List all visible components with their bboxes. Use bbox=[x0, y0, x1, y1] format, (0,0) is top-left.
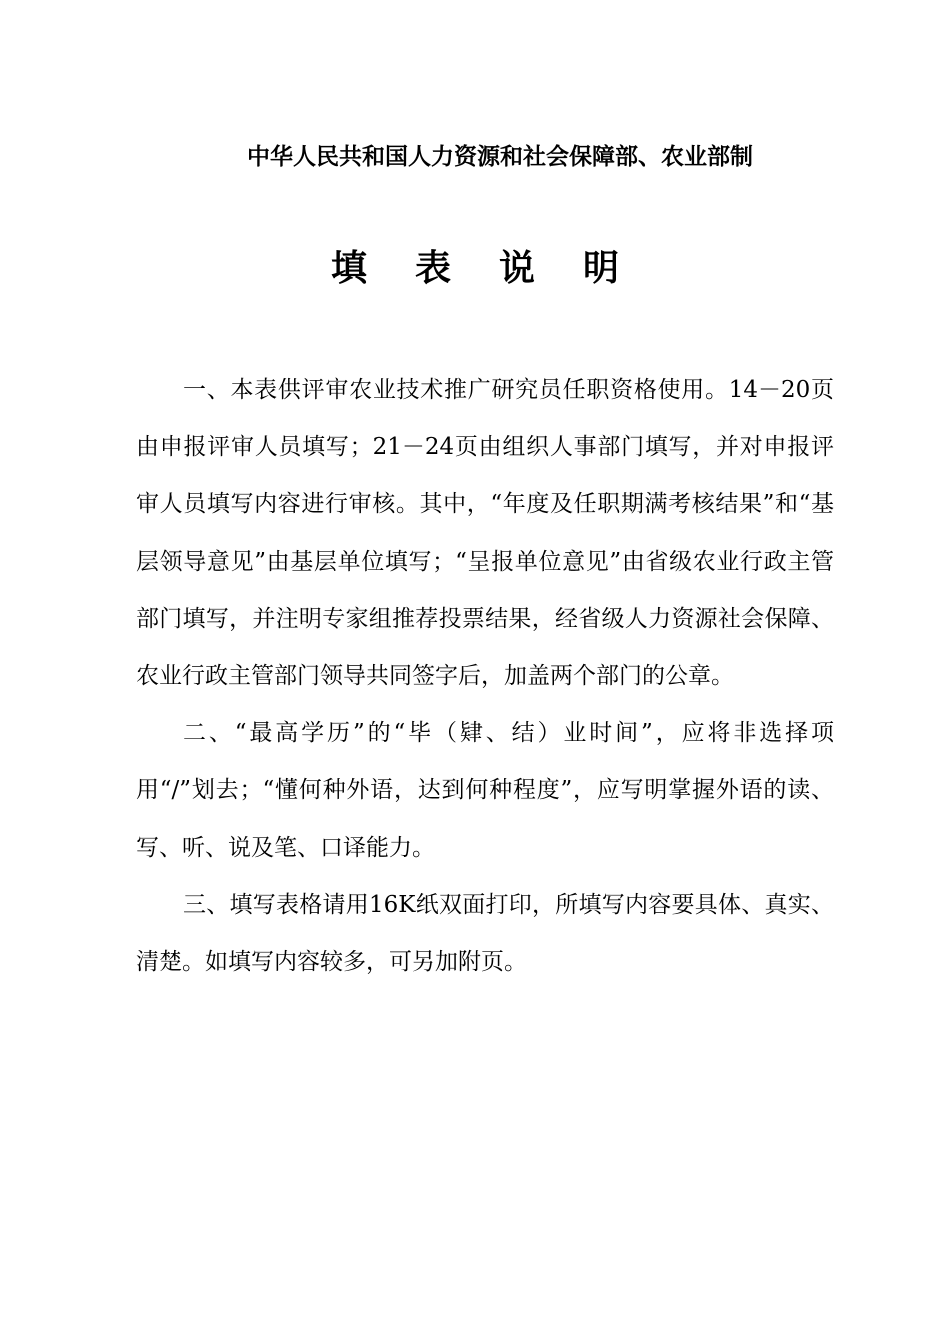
page-title bbox=[0, 240, 950, 291]
title-char: 说 bbox=[499, 247, 536, 289]
title-char: 明 bbox=[583, 247, 620, 289]
instruction-paragraph-3: 三、填写表格请用16K纸双面打印，所填写内容要具体、真实、清楚。如填写内容较多，可另加附页。 bbox=[136, 891, 834, 976]
issuer-line: 中华人民共和国人力资源和社会保障部、农业部制 bbox=[247, 143, 753, 170]
title-char: 填 bbox=[330, 247, 367, 289]
instructions-body bbox=[136, 362, 834, 991]
instruction-paragraph-2: 二、“最高学历”的“毕（肄、结）业时间”，应将非选择项用“/”划去；“懂何种外语，达到何种程度”，应写明掌握外语的读、写、听、说及笔、口译能力。 bbox=[136, 720, 834, 861]
instruction-paragraph-1: 一、本表供评审农业技术推广研究员任职资格使用。14－20页由申报评审人员填写；21－24页由组织人事部门填写，并对申报评审人员填写内容进行审核。其中，“年度及任职期满考核结果”和“基层领导意见”由基层单位填写；“呈报单位意见”由省级农业行政主管部门填写，并注明专家组推荐投票结果，经省级人力资源社会保障、农业行政主管部门领导共同签字后，加盖两个部门的公章。 bbox=[136, 377, 834, 690]
title-char: 表 bbox=[414, 247, 451, 289]
